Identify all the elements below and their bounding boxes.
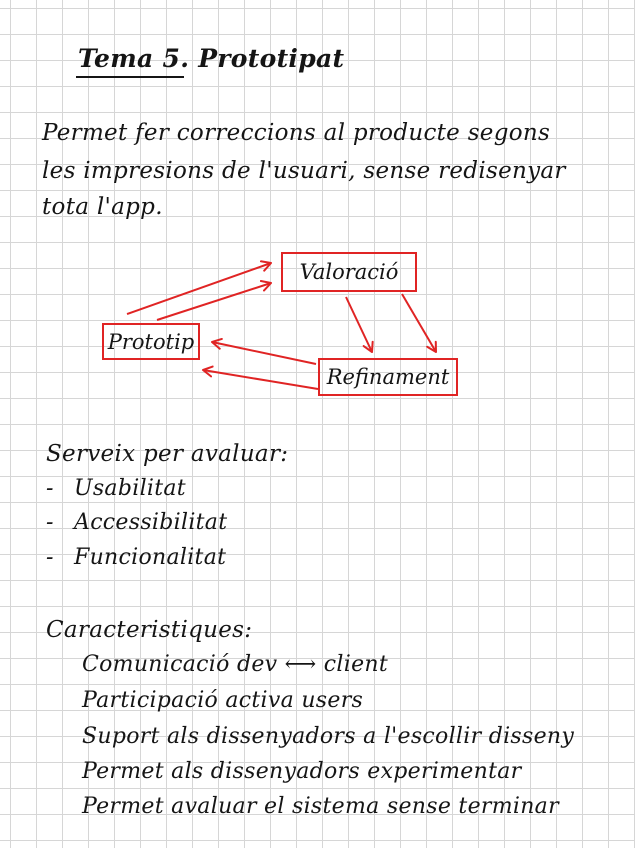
list-item [46, 545, 226, 570]
title-underline [76, 76, 184, 78]
list-item [46, 510, 227, 535]
prototip-box: Prototip [102, 323, 200, 360]
arrow-valoracio-to-refinament-2 [402, 294, 436, 352]
characteristic-item: Permet avaluar el sistema sense terminar [82, 794, 559, 819]
serveix-item-accessibilitat: Accessibilitat [74, 510, 228, 535]
refinament-box: Refinament [318, 358, 458, 396]
bullet-dash: - [46, 510, 54, 535]
intro-line-2: les impresions de l'usuari, sense redisenyar [42, 158, 566, 184]
bullet-dash: - [46, 476, 54, 501]
arrow-refinament-to-prototip-2 [203, 370, 318, 389]
arrow-prototip-to-valoracio-1 [127, 263, 271, 314]
characteristic-item: Suport als dissenyadors a l'escollir disseny [82, 724, 575, 749]
serveix-item-funcionalitat: Funcionalitat [74, 545, 227, 570]
serveix-item-usabilitat: Usabilitat [74, 476, 186, 501]
caracteristiques-heading: Caracteristiques: [46, 617, 253, 643]
arrow-prototip-to-valoracio-2 [157, 283, 271, 320]
valoracio-box: Valoració [281, 252, 417, 292]
intro-line-1: Permet fer correccions al producte segons [42, 120, 551, 146]
page-title: Tema 5. Prototipat [78, 44, 345, 73]
list-item [46, 476, 186, 501]
characteristic-item: Participació activa users [82, 688, 364, 713]
arrow-refinament-to-prototip-1 [212, 342, 316, 364]
characteristic-item: Comunicació dev ⟷ client [82, 652, 389, 677]
serveix-heading: Serveix per avaluar: [46, 441, 289, 467]
arrow-valoracio-to-refinament-1 [346, 297, 372, 352]
intro-line-3: tota l'app. [42, 194, 163, 220]
characteristic-item: Permet als dissenyadors experimentar [82, 759, 522, 784]
bullet-dash: - [46, 545, 54, 570]
